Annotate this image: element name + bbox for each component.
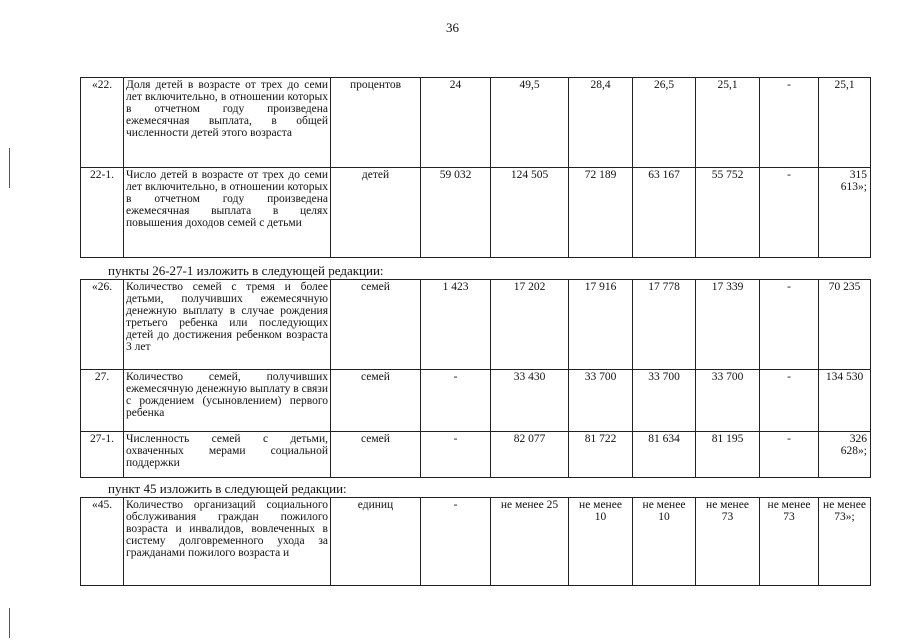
- value-cell: -: [421, 370, 491, 432]
- row-number: «45.: [81, 498, 124, 586]
- value-cell: 33 700: [633, 370, 696, 432]
- table-row: [81, 432, 871, 478]
- value-cell: 72 189: [569, 168, 633, 258]
- value-cell: 17 916: [569, 280, 633, 370]
- value-cell: 81 195: [696, 432, 760, 478]
- value-cell: -: [760, 168, 819, 258]
- indicator-description: Количество семей с тремя и более детьми, получивших ежемесячную денежную выплату в случае рождения третьего ребенка или последующих детей до достижения ребенком возраста 3 лет: [124, 280, 331, 370]
- value-cell: 49,5: [491, 78, 569, 168]
- value-cell: 82 077: [491, 432, 569, 478]
- value-cell: 28,4: [569, 78, 633, 168]
- value-cell: не менее 10: [569, 498, 633, 586]
- scan-margin-mark: [9, 148, 10, 188]
- indicator-description: Численность семей с детьми, охваченных мерами социальной поддержки: [124, 432, 331, 478]
- row-number: 27-1.: [81, 432, 124, 478]
- row-number: 27.: [81, 370, 124, 432]
- unit-cell: единиц: [331, 498, 421, 586]
- value-cell: 33 700: [696, 370, 760, 432]
- value-cell: не менее 73»;: [819, 498, 871, 586]
- value-cell: -: [421, 432, 491, 478]
- section-heading: пункт 45 изложить в следующей редакции:: [108, 481, 347, 496]
- value-cell: 33 700: [569, 370, 633, 432]
- table-row: [81, 370, 871, 432]
- value-cell: не менее 10: [633, 498, 696, 586]
- table-row: [81, 78, 871, 168]
- indicators-table-3: [80, 497, 871, 586]
- value-cell: 25,1: [819, 78, 871, 168]
- value-cell: -: [760, 78, 819, 168]
- value-cell: 1 423: [421, 280, 491, 370]
- indicator-description: Доля детей в возрасте от трех до семи лет включительно, в отношении которых в отчетном году произведена ежемесячная выплата, в общей численности детей этого возраста: [124, 78, 331, 168]
- value-cell: 326 628»;: [819, 432, 871, 478]
- row-number: «26.: [81, 280, 124, 370]
- value-cell: -: [760, 280, 819, 370]
- unit-cell: семей: [331, 280, 421, 370]
- value-cell: -: [760, 432, 819, 478]
- unit-cell: процентов: [331, 78, 421, 168]
- value-cell: 81 634: [633, 432, 696, 478]
- value-cell: 26,5: [633, 78, 696, 168]
- scan-margin-mark: [9, 608, 10, 638]
- value-cell: 33 430: [491, 370, 569, 432]
- value-cell: 17 778: [633, 280, 696, 370]
- indicator-description: Число детей в возрасте от трех до семи лет включительно, в отношении которых в отчетном году произведена ежемесячная выплата в целях повышения доходов семей с детьми: [124, 168, 331, 258]
- value-cell: 55 752: [696, 168, 760, 258]
- table-row: [81, 498, 871, 586]
- page-number: 36: [446, 20, 459, 35]
- unit-cell: детей: [331, 168, 421, 258]
- table-row: [81, 280, 871, 370]
- value-cell: -: [421, 498, 491, 586]
- value-cell: 81 722: [569, 432, 633, 478]
- value-cell: -: [760, 370, 819, 432]
- indicator-description: Количество семей, получивших ежемесячную денежную выплату в связи с рождением (усыновлением) первого ребенка: [124, 370, 331, 432]
- indicators-table-1: [80, 77, 871, 258]
- value-cell: 17 339: [696, 280, 760, 370]
- indicators-table-2: [80, 279, 871, 478]
- value-cell: 70 235: [819, 280, 871, 370]
- unit-cell: семей: [331, 370, 421, 432]
- value-cell: 134 530: [819, 370, 871, 432]
- value-cell: 24: [421, 78, 491, 168]
- indicator-description: Количество организаций социального обслуживания граждан пожилого возраста и инвалидов, вовлеченных в систему долговременного ухода за гражданами пожилого возраста и: [124, 498, 331, 586]
- value-cell: 25,1: [696, 78, 760, 168]
- value-cell: 63 167: [633, 168, 696, 258]
- value-cell: 315 613»;: [819, 168, 871, 258]
- row-number: «22.: [81, 78, 124, 168]
- row-number: 22-1.: [81, 168, 124, 258]
- unit-cell: семей: [331, 432, 421, 478]
- value-cell: 124 505: [491, 168, 569, 258]
- table-row: [81, 168, 871, 258]
- value-cell: 59 032: [421, 168, 491, 258]
- value-cell: 17 202: [491, 280, 569, 370]
- value-cell: не менее 73: [760, 498, 819, 586]
- value-cell: не менее 73: [696, 498, 760, 586]
- value-cell: не менее 25: [491, 498, 569, 586]
- section-heading: пункты 26-27-1 изложить в следующей редакции:: [108, 263, 384, 278]
